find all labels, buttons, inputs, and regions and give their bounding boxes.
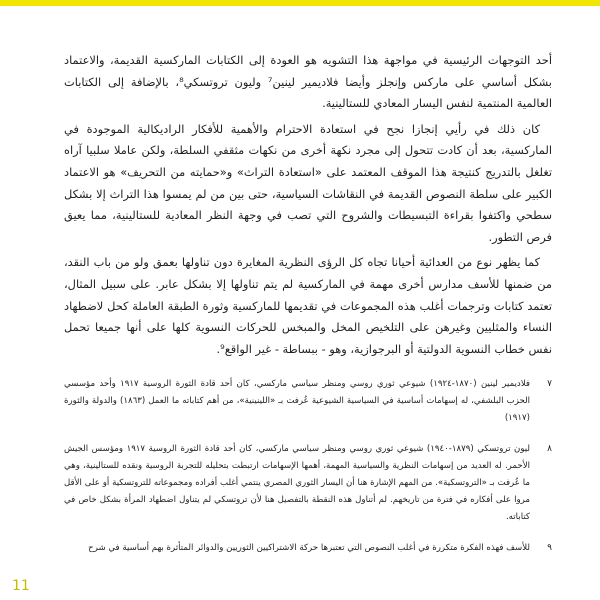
footnote-9 — [64, 540, 552, 557]
footnote-7 — [64, 376, 552, 427]
body-paragraph-1: أحد التوجهات الرئيسية في مواجهة هذا التشويه هو العودة إلى الكتابات الماركسية القديمة، والاعتماد بشكل أساسي على ماركس وإنجلز وأيضا فلاديمير لينين⁷ وليون تروتسكي⁸، بالإضافة إلى الكتابات العالمية المنتمية لنفس اليسار المعادي للستالينية. — [64, 53, 552, 111]
body-paragraph-2: كان ذلك في رأيي إنجازا نجح في استعادة الاحترام والأهمية للأفكار الراديكالية الموجودة في الماركسية، بعد أن كادت تتحول إلى مجرد نكهة أخرى من نكهات مثقفي السلطة، ولكن عاملا سلبيا آراه تغلغل بالتدريج كنتيجة هذا الموقف المعتمد على «استعادة التراث» و«حمايته من التحريف» هو الاعتماد الكبير على سلطة النصوص القديمة في النقاشات السياسية، حتى بين من لم يمسوا هذا التراث إلا بشكل سطحي واكتفوا بقراءة التبسيطات والشروح التي تصب في وجهة النظر المعادية للستالينية، مما يعيق فرص التطور. — [64, 121, 552, 244]
footnote-8 — [64, 441, 552, 526]
footnote-text: للأسف فهذه الفكرة متكررة في أغلب النصوص التي تعتبرها حركة الاشتراكيين الثوريين والدوائر المتأثرة بهم أساسية في شرح — [88, 543, 530, 554]
document-page — [64, 50, 552, 571]
page-footer — [0, 572, 600, 600]
footnote-number: ٧ — [547, 379, 552, 390]
footnote-number: ٨ — [547, 444, 552, 455]
footnotes — [64, 376, 552, 557]
footnote-text: فلاديمير لينين (١٨٧٠-١٩٢٤) شيوعي ثوري روسي ومنظر سياسي ماركسي، كان أحد قادة الثورة الروسية ١٩١٧ وأحد مؤسسي الحزب البلشفي، له إسهامات أساسية في السياسية الشيوعية عُرفت بـ «اللينينية»، من أهم كتاباته ما العمل (١٨٦٣) والدولة والثورة (١٩١٧) — [64, 379, 531, 424]
footnote-number: ٩ — [547, 543, 552, 554]
body-paragraph-3: كما يظهر نوع من العدائية أحيانا تجاه كل الرؤى النظرية المغايرة دون تناولها بعمق ولو من باب النقد، من ضمنها للأسف مدارس أخرى مهمة في الماركسية لم يتم تناولها إلا بشكل عابر. على سبيل المثال، تعتمد كتابات وترجمات أغلب هذه المجموعات في تقديمها للماركسية وثورة الطبقة العاملة كحل لاضطهاد النساء والمثليين وغيرهن على التلخيص المخل والمبخس للحركات النسوية كلها على أنها جميعا تحمل نفس خطاب النسوية الدولتية أو البرجوازية، وهو - ببساطة - غير الواقع⁹. — [64, 255, 552, 356]
footnote-text: ليون تروتسكي (١٨٧٩-١٩٤٠) شيوعي ثوري روسي ومنظر سياسي ماركسي، كان أحد قادة الثورة الروسية ١٩١٧ ومؤسس الجيش الأحمر. له العديد من إسهامات النظرية والسياسية المهمة، أهمها الإسهامات ارتبطت بتحليله للتجربة الروسية ونقده للستالينية، وهي ما عُرفت بـ «التروتسكية». من المهم الإشارة هنا أن اليسار الثوري المصري ينتمي أغلب أفراده ومجموعاته للتروتسكية أو على الأقل مروا على أفكاره في فترة من تاريخهم. لم أتناول هذه النقطة بالتفصيل هنا لأن تروتسكي لم يتناول اضطهاد المرأة بشكل خاص في كتاباته. — [64, 444, 530, 523]
page-number: 11 — [12, 578, 30, 594]
top-accent-bar — [0, 0, 600, 6]
